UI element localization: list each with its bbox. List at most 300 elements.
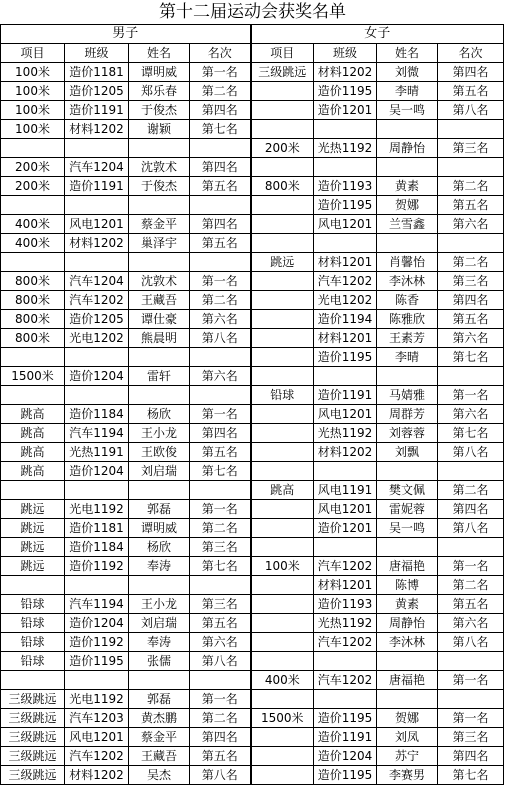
male-event-cell[interactable]: 跳高 (1, 443, 65, 462)
female-name-cell[interactable] (377, 690, 438, 709)
male-class-cell[interactable]: 光电1202 (65, 329, 129, 348)
female-rank-cell[interactable]: 第六名 (438, 329, 504, 348)
male-name-cell[interactable]: 张儒 (129, 652, 190, 671)
male-name-cell[interactable] (129, 253, 190, 272)
female-class-cell[interactable]: 造价1195 (314, 766, 377, 785)
male-class-cell[interactable]: 造价1205 (65, 310, 129, 329)
male-rank-cell[interactable]: 第四名 (190, 424, 251, 443)
female-event-cell[interactable] (251, 690, 314, 709)
male-name-cell[interactable]: 谭仕豪 (129, 310, 190, 329)
male-rank-cell[interactable]: 第二名 (190, 519, 251, 538)
female-rank-cell[interactable]: 第一名 (438, 671, 504, 690)
male-rank-cell[interactable]: 第七名 (190, 120, 251, 139)
female-name-cell[interactable]: 王素芳 (377, 329, 438, 348)
female-event-cell[interactable] (251, 196, 314, 215)
female-name-cell[interactable]: 黄素 (377, 177, 438, 196)
female-event-cell[interactable] (251, 82, 314, 101)
male-class-cell[interactable]: 汽车1194 (65, 595, 129, 614)
female-rank-cell[interactable] (438, 690, 504, 709)
male-event-cell[interactable]: 三级跳远 (1, 690, 65, 709)
male-rank-cell[interactable]: 第五名 (190, 443, 251, 462)
male-event-cell[interactable]: 800米 (1, 329, 65, 348)
female-name-cell[interactable]: 樊文佩 (377, 481, 438, 500)
male-rank-cell[interactable]: 第八名 (190, 652, 251, 671)
male-rank-cell[interactable] (190, 671, 251, 690)
male-class-cell[interactable]: 造价1204 (65, 614, 129, 633)
female-class-cell[interactable]: 材料1201 (314, 576, 377, 595)
female-class-cell[interactable]: 造价1193 (314, 595, 377, 614)
male-class-cell[interactable]: 造价1181 (65, 519, 129, 538)
male-name-cell[interactable]: 王藏吾 (129, 291, 190, 310)
female-name-cell[interactable]: 马婧雅 (377, 386, 438, 405)
female-event-cell[interactable] (251, 443, 314, 462)
male-name-cell[interactable]: 谭明威 (129, 63, 190, 82)
male-class-header[interactable]: 班级 (65, 44, 129, 63)
female-event-cell[interactable]: 200米 (251, 139, 314, 158)
male-class-cell[interactable]: 汽车1202 (65, 291, 129, 310)
male-rank-cell[interactable]: 第五名 (190, 234, 251, 253)
female-rank-cell[interactable]: 第二名 (438, 481, 504, 500)
male-name-cell[interactable]: 王小龙 (129, 424, 190, 443)
female-name-cell[interactable]: 刘微 (377, 63, 438, 82)
female-class-cell[interactable] (314, 120, 377, 139)
female-event-cell[interactable]: 800米 (251, 177, 314, 196)
female-name-cell[interactable]: 唐福艳 (377, 671, 438, 690)
female-class-cell[interactable]: 材料1202 (314, 63, 377, 82)
female-name-cell[interactable] (377, 120, 438, 139)
male-event-cell[interactable]: 100米 (1, 101, 65, 120)
male-event-cell[interactable]: 跳远 (1, 557, 65, 576)
female-event-cell[interactable] (251, 310, 314, 329)
female-class-cell[interactable]: 造价1195 (314, 709, 377, 728)
male-name-cell[interactable]: 奉涛 (129, 557, 190, 576)
female-name-cell[interactable] (377, 462, 438, 481)
male-rank-cell[interactable]: 第七名 (190, 462, 251, 481)
female-name-cell[interactable]: 肖馨怡 (377, 253, 438, 272)
male-rank-cell[interactable]: 第五名 (190, 747, 251, 766)
male-class-cell[interactable]: 造价1195 (65, 652, 129, 671)
male-name-cell[interactable]: 沈敦术 (129, 272, 190, 291)
female-section-header[interactable]: 女子 (251, 25, 504, 44)
female-event-cell[interactable]: 跳高 (251, 481, 314, 500)
female-rank-cell[interactable]: 第七名 (438, 424, 504, 443)
female-event-cell[interactable] (251, 614, 314, 633)
male-event-cell[interactable]: 铅球 (1, 595, 65, 614)
female-event-cell[interactable]: 跳远 (251, 253, 314, 272)
male-event-cell[interactable] (1, 386, 65, 405)
male-rank-cell[interactable]: 第六名 (190, 367, 251, 386)
male-class-cell[interactable]: 材料1202 (65, 234, 129, 253)
female-name-cell[interactable]: 李沐林 (377, 633, 438, 652)
male-name-cell[interactable]: 沈敦术 (129, 158, 190, 177)
female-event-cell[interactable] (251, 215, 314, 234)
male-name-cell[interactable]: 王藏吾 (129, 747, 190, 766)
female-event-cell[interactable] (251, 728, 314, 747)
female-event-cell[interactable] (251, 519, 314, 538)
female-class-cell[interactable]: 造价1195 (314, 82, 377, 101)
female-class-cell[interactable]: 风电1201 (314, 405, 377, 424)
male-event-cell[interactable]: 1500米 (1, 367, 65, 386)
female-name-cell[interactable]: 吴一鸣 (377, 101, 438, 120)
male-class-cell[interactable] (65, 139, 129, 158)
male-class-cell[interactable]: 汽车1202 (65, 747, 129, 766)
female-class-cell[interactable]: 造价1191 (314, 728, 377, 747)
male-name-cell[interactable]: 谭明威 (129, 519, 190, 538)
male-event-cell[interactable] (1, 481, 65, 500)
female-name-cell[interactable] (377, 538, 438, 557)
male-event-cell[interactable]: 三级跳远 (1, 747, 65, 766)
female-event-cell[interactable] (251, 462, 314, 481)
male-event-cell[interactable]: 三级跳远 (1, 766, 65, 785)
male-class-cell[interactable]: 造价1192 (65, 633, 129, 652)
male-name-cell[interactable] (129, 576, 190, 595)
male-event-cell[interactable]: 200米 (1, 177, 65, 196)
male-event-cell[interactable] (1, 253, 65, 272)
female-rank-cell[interactable]: 第五名 (438, 196, 504, 215)
female-name-cell[interactable] (377, 234, 438, 253)
female-rank-cell[interactable]: 第四名 (438, 500, 504, 519)
male-class-cell[interactable]: 造价1204 (65, 367, 129, 386)
female-class-cell[interactable]: 造价1194 (314, 310, 377, 329)
female-rank-cell[interactable]: 第一名 (438, 557, 504, 576)
female-class-cell[interactable] (314, 538, 377, 557)
male-event-cell[interactable]: 跳远 (1, 538, 65, 557)
male-event-cell[interactable]: 400米 (1, 234, 65, 253)
female-class-cell[interactable]: 造价1201 (314, 101, 377, 120)
male-class-cell[interactable]: 汽车1204 (65, 272, 129, 291)
female-rank-cell[interactable]: 第八名 (438, 443, 504, 462)
female-event-cell[interactable] (251, 234, 314, 253)
male-rank-cell[interactable]: 第七名 (190, 557, 251, 576)
female-name-cell[interactable]: 吴一鸣 (377, 519, 438, 538)
male-rank-cell[interactable]: 第八名 (190, 766, 251, 785)
female-event-cell[interactable] (251, 158, 314, 177)
female-class-cell[interactable]: 风电1201 (314, 215, 377, 234)
female-name-cell[interactable]: 李晴 (377, 348, 438, 367)
male-name-cell[interactable]: 刘启瑞 (129, 614, 190, 633)
male-rank-cell[interactable]: 第五名 (190, 614, 251, 633)
male-rank-cell[interactable]: 第二名 (190, 709, 251, 728)
male-rank-cell[interactable]: 第一名 (190, 690, 251, 709)
male-name-cell[interactable]: 刘启瑞 (129, 462, 190, 481)
female-class-cell[interactable]: 造价1191 (314, 386, 377, 405)
female-name-cell[interactable]: 李赛男 (377, 766, 438, 785)
female-name-cell[interactable]: 陈雅欣 (377, 310, 438, 329)
female-rank-cell[interactable]: 第四名 (438, 291, 504, 310)
male-name-cell[interactable] (129, 348, 190, 367)
female-event-cell[interactable] (251, 652, 314, 671)
female-rank-cell[interactable]: 第四名 (438, 747, 504, 766)
male-name-cell[interactable]: 于俊杰 (129, 101, 190, 120)
female-event-cell[interactable] (251, 120, 314, 139)
male-name-cell[interactable]: 郭磊 (129, 500, 190, 519)
male-event-cell[interactable] (1, 671, 65, 690)
male-event-cell[interactable]: 三级跳远 (1, 728, 65, 747)
female-rank-cell[interactable] (438, 234, 504, 253)
female-rank-cell[interactable]: 第一名 (438, 709, 504, 728)
female-class-cell[interactable]: 造价1195 (314, 196, 377, 215)
female-name-cell[interactable]: 唐福艳 (377, 557, 438, 576)
female-event-cell[interactable] (251, 348, 314, 367)
female-name-cell[interactable]: 苏宁 (377, 747, 438, 766)
male-event-cell[interactable]: 100米 (1, 120, 65, 139)
female-class-cell[interactable]: 汽车1202 (314, 272, 377, 291)
male-class-cell[interactable]: 材料1202 (65, 120, 129, 139)
female-rank-cell[interactable] (438, 462, 504, 481)
male-event-cell[interactable]: 跳高 (1, 405, 65, 424)
male-event-cell[interactable]: 铅球 (1, 652, 65, 671)
male-event-cell[interactable]: 铅球 (1, 614, 65, 633)
female-class-cell[interactable]: 光热1192 (314, 424, 377, 443)
female-class-cell[interactable]: 汽车1202 (314, 557, 377, 576)
male-class-cell[interactable] (65, 196, 129, 215)
male-event-cell[interactable] (1, 196, 65, 215)
male-event-cell[interactable]: 800米 (1, 291, 65, 310)
female-class-cell[interactable] (314, 462, 377, 481)
male-event-cell[interactable]: 400米 (1, 215, 65, 234)
male-event-cell[interactable]: 跳高 (1, 462, 65, 481)
female-event-cell[interactable]: 三级跳远 (251, 63, 314, 82)
male-name-cell[interactable]: 雷轩 (129, 367, 190, 386)
male-name-cell[interactable]: 黄杰鹏 (129, 709, 190, 728)
female-rank-cell[interactable]: 第六名 (438, 614, 504, 633)
female-class-cell[interactable]: 风电1191 (314, 481, 377, 500)
male-event-cell[interactable] (1, 576, 65, 595)
male-name-cell[interactable]: 于俊杰 (129, 177, 190, 196)
female-event-cell[interactable]: 100米 (251, 557, 314, 576)
female-event-cell[interactable] (251, 329, 314, 348)
female-class-cell[interactable]: 汽车1202 (314, 671, 377, 690)
male-name-cell[interactable]: 王小龙 (129, 595, 190, 614)
male-class-cell[interactable]: 造价1184 (65, 538, 129, 557)
male-event-cell[interactable]: 100米 (1, 82, 65, 101)
female-rank-cell[interactable]: 第三名 (438, 139, 504, 158)
female-class-cell[interactable] (314, 690, 377, 709)
female-name-cell[interactable]: 周群芳 (377, 405, 438, 424)
male-rank-cell[interactable]: 第四名 (190, 728, 251, 747)
female-rank-cell[interactable]: 第五名 (438, 82, 504, 101)
male-class-cell[interactable] (65, 386, 129, 405)
female-rank-header[interactable]: 名次 (438, 44, 504, 63)
male-event-cell[interactable] (1, 139, 65, 158)
female-event-cell[interactable] (251, 367, 314, 386)
male-name-cell[interactable] (129, 671, 190, 690)
male-rank-cell[interactable]: 第四名 (190, 101, 251, 120)
male-rank-cell[interactable]: 第八名 (190, 329, 251, 348)
male-class-cell[interactable]: 风电1201 (65, 728, 129, 747)
female-name-cell[interactable]: 贺娜 (377, 709, 438, 728)
male-rank-cell[interactable] (190, 576, 251, 595)
male-class-cell[interactable]: 汽车1203 (65, 709, 129, 728)
male-class-cell[interactable]: 光电1192 (65, 690, 129, 709)
female-name-cell[interactable]: 李晴 (377, 82, 438, 101)
male-rank-cell[interactable] (190, 253, 251, 272)
female-event-cell[interactable] (251, 576, 314, 595)
female-name-cell[interactable]: 刘飘 (377, 443, 438, 462)
female-rank-cell[interactable]: 第六名 (438, 405, 504, 424)
male-class-cell[interactable]: 造价1191 (65, 177, 129, 196)
female-name-cell[interactable]: 李沐林 (377, 272, 438, 291)
male-event-cell[interactable]: 800米 (1, 272, 65, 291)
female-class-cell[interactable]: 光热1192 (314, 139, 377, 158)
female-name-cell[interactable]: 雷妮蓉 (377, 500, 438, 519)
male-class-cell[interactable]: 汽车1204 (65, 158, 129, 177)
male-rank-cell[interactable] (190, 386, 251, 405)
female-rank-cell[interactable] (438, 538, 504, 557)
female-rank-cell[interactable] (438, 158, 504, 177)
female-event-cell[interactable] (251, 500, 314, 519)
male-class-cell[interactable]: 造价1191 (65, 101, 129, 120)
male-name-cell[interactable]: 谢颖 (129, 120, 190, 139)
female-name-cell[interactable]: 周静怡 (377, 614, 438, 633)
female-rank-cell[interactable]: 第四名 (438, 63, 504, 82)
female-class-cell[interactable] (314, 158, 377, 177)
male-name-cell[interactable] (129, 196, 190, 215)
female-name-cell[interactable]: 刘蓉蓉 (377, 424, 438, 443)
female-class-cell[interactable] (314, 367, 377, 386)
female-name-cell[interactable]: 周静怡 (377, 139, 438, 158)
female-event-cell[interactable]: 铅球 (251, 386, 314, 405)
female-event-cell[interactable]: 400米 (251, 671, 314, 690)
male-rank-cell[interactable]: 第二名 (190, 291, 251, 310)
male-name-cell[interactable]: 蔡金平 (129, 728, 190, 747)
male-rank-cell[interactable]: 第一名 (190, 63, 251, 82)
female-class-cell[interactable] (314, 652, 377, 671)
male-class-cell[interactable]: 造价1204 (65, 462, 129, 481)
male-event-cell[interactable]: 跳高 (1, 424, 65, 443)
female-rank-cell[interactable]: 第二名 (438, 177, 504, 196)
female-event-cell[interactable] (251, 291, 314, 310)
male-name-cell[interactable]: 巢泽宇 (129, 234, 190, 253)
male-event-cell[interactable] (1, 348, 65, 367)
female-rank-cell[interactable] (438, 120, 504, 139)
female-class-cell[interactable]: 汽车1202 (314, 633, 377, 652)
female-class-cell[interactable]: 光热1192 (314, 614, 377, 633)
male-rank-cell[interactable] (190, 481, 251, 500)
female-class-cell[interactable]: 材料1201 (314, 253, 377, 272)
female-name-cell[interactable]: 黄素 (377, 595, 438, 614)
female-event-header[interactable]: 项目 (251, 44, 314, 63)
female-class-cell[interactable]: 造价1195 (314, 348, 377, 367)
male-section-header[interactable]: 男子 (1, 25, 251, 44)
male-rank-cell[interactable]: 第一名 (190, 500, 251, 519)
male-rank-header[interactable]: 名次 (190, 44, 251, 63)
male-rank-cell[interactable]: 第六名 (190, 310, 251, 329)
male-name-cell[interactable]: 熊晨明 (129, 329, 190, 348)
female-rank-cell[interactable] (438, 652, 504, 671)
male-rank-cell[interactable] (190, 139, 251, 158)
male-name-cell[interactable]: 奉涛 (129, 633, 190, 652)
female-event-cell[interactable] (251, 424, 314, 443)
female-class-cell[interactable] (314, 234, 377, 253)
female-event-cell[interactable] (251, 272, 314, 291)
male-event-cell[interactable]: 铅球 (1, 633, 65, 652)
male-rank-cell[interactable]: 第三名 (190, 595, 251, 614)
male-class-cell[interactable]: 造价1184 (65, 405, 129, 424)
male-class-cell[interactable]: 造价1205 (65, 82, 129, 101)
female-name-cell[interactable] (377, 367, 438, 386)
female-rank-cell[interactable]: 第一名 (438, 386, 504, 405)
male-rank-cell[interactable]: 第二名 (190, 82, 251, 101)
male-class-cell[interactable]: 风电1201 (65, 215, 129, 234)
female-class-cell[interactable]: 材料1201 (314, 329, 377, 348)
female-name-cell[interactable]: 陈博 (377, 576, 438, 595)
male-name-cell[interactable] (129, 139, 190, 158)
male-name-header[interactable]: 姓名 (129, 44, 190, 63)
male-name-cell[interactable] (129, 481, 190, 500)
female-rank-cell[interactable]: 第八名 (438, 519, 504, 538)
male-class-cell[interactable] (65, 576, 129, 595)
male-name-cell[interactable]: 吴杰 (129, 766, 190, 785)
female-name-cell[interactable]: 兰雪鑫 (377, 215, 438, 234)
female-rank-cell[interactable]: 第二名 (438, 576, 504, 595)
female-event-cell[interactable] (251, 595, 314, 614)
male-rank-cell[interactable]: 第四名 (190, 158, 251, 177)
male-event-cell[interactable]: 800米 (1, 310, 65, 329)
male-name-cell[interactable]: 蔡金平 (129, 215, 190, 234)
male-event-header[interactable]: 项目 (1, 44, 65, 63)
female-class-cell[interactable]: 造价1201 (314, 519, 377, 538)
male-class-cell[interactable] (65, 481, 129, 500)
male-rank-cell[interactable]: 第六名 (190, 633, 251, 652)
male-rank-cell[interactable]: 第五名 (190, 177, 251, 196)
female-rank-cell[interactable]: 第三名 (438, 728, 504, 747)
male-rank-cell[interactable] (190, 348, 251, 367)
male-name-cell[interactable]: 王欧俊 (129, 443, 190, 462)
female-rank-cell[interactable]: 第五名 (438, 310, 504, 329)
male-name-cell[interactable] (129, 386, 190, 405)
female-class-cell[interactable]: 造价1204 (314, 747, 377, 766)
male-class-cell[interactable] (65, 671, 129, 690)
male-class-cell[interactable]: 汽车1194 (65, 424, 129, 443)
male-name-cell[interactable]: 杨欣 (129, 405, 190, 424)
male-class-cell[interactable]: 造价1192 (65, 557, 129, 576)
male-rank-cell[interactable]: 第四名 (190, 215, 251, 234)
male-rank-cell[interactable]: 第一名 (190, 272, 251, 291)
female-class-cell[interactable]: 造价1193 (314, 177, 377, 196)
male-event-cell[interactable]: 三级跳远 (1, 709, 65, 728)
male-event-cell[interactable]: 200米 (1, 158, 65, 177)
male-class-cell[interactable] (65, 253, 129, 272)
female-class-cell[interactable]: 材料1202 (314, 443, 377, 462)
female-name-cell[interactable] (377, 652, 438, 671)
male-rank-cell[interactable]: 第一名 (190, 405, 251, 424)
female-class-cell[interactable]: 风电1201 (314, 500, 377, 519)
female-event-cell[interactable] (251, 747, 314, 766)
male-class-cell[interactable]: 材料1202 (65, 766, 129, 785)
female-class-cell[interactable]: 光电1202 (314, 291, 377, 310)
female-rank-cell[interactable]: 第八名 (438, 633, 504, 652)
male-class-cell[interactable] (65, 348, 129, 367)
male-class-cell[interactable]: 光电1192 (65, 500, 129, 519)
female-name-cell[interactable] (377, 158, 438, 177)
female-class-header[interactable]: 班级 (314, 44, 377, 63)
male-name-cell[interactable]: 郭磊 (129, 690, 190, 709)
female-rank-cell[interactable]: 第三名 (438, 272, 504, 291)
male-rank-cell[interactable] (190, 196, 251, 215)
female-event-cell[interactable] (251, 633, 314, 652)
female-event-cell[interactable] (251, 405, 314, 424)
male-class-cell[interactable]: 造价1181 (65, 63, 129, 82)
male-name-cell[interactable]: 杨欣 (129, 538, 190, 557)
female-name-cell[interactable]: 陈香 (377, 291, 438, 310)
female-rank-cell[interactable]: 第七名 (438, 766, 504, 785)
female-name-header[interactable]: 姓名 (377, 44, 438, 63)
female-name-cell[interactable]: 刘凤 (377, 728, 438, 747)
female-event-cell[interactable] (251, 766, 314, 785)
male-class-cell[interactable]: 光热1191 (65, 443, 129, 462)
male-name-cell[interactable]: 郑乐春 (129, 82, 190, 101)
